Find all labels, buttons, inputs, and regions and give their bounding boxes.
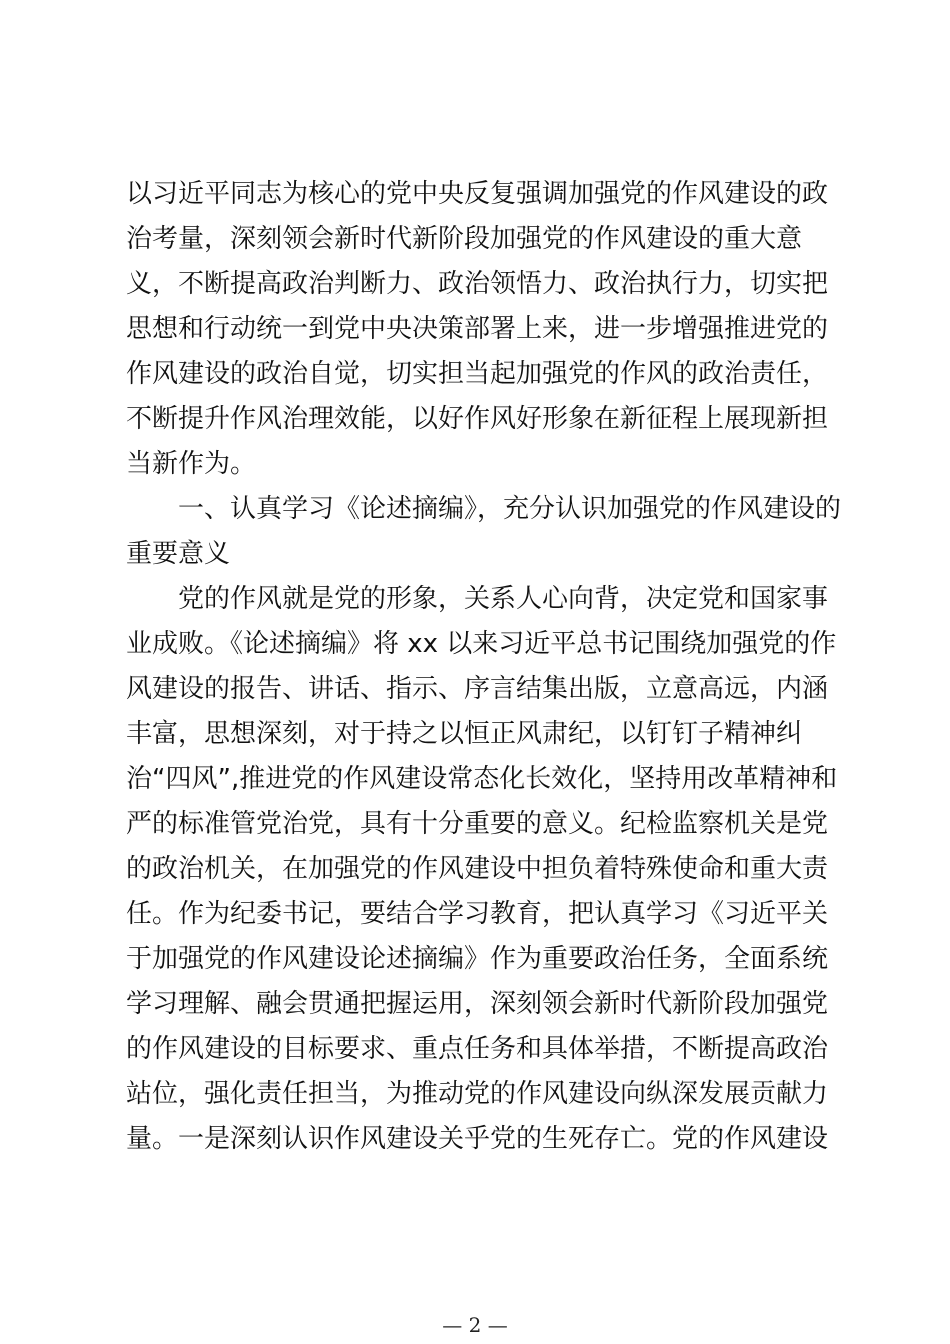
section-heading-line: 一、认真学习《论述摘编》，充分认识加强党的作风建设的: [126, 494, 842, 524]
text-line: 风建设的报告、讲话、指示、序言结集出版，立意高远，内涵: [126, 674, 829, 704]
text-line: 以习近平同志为核心的党中央反复强调加强党的作风建设的政: [126, 179, 829, 209]
text-line: 治“四风”,推进党的作风建设常态化长效化，坚持用改革精神和: [126, 764, 838, 794]
page-number: — 2 —: [442, 1313, 508, 1337]
text-line: 不断提升作风治理效能，以好作风好形象在新征程上展现新担: [126, 404, 829, 434]
text-line: 党的作风就是党的形象，关系人心向背，决定党和国家事: [126, 584, 829, 614]
text-line: 丰富，思想深刻，对于持之以恒正风肃纪，以钉钉子精神纠: [126, 719, 803, 749]
text-line: 严的标准管党治党，具有十分重要的意义。纪检监察机关是党: [126, 809, 829, 839]
text-line: 治考量，深刻领会新时代新阶段加强党的作风建设的重大意: [126, 224, 803, 254]
text-line: 量。一是深刻认识作风建设关乎党的生死存亡。党的作风建设: [126, 1124, 829, 1154]
text-line: 站位，强化责任担当，为推动党的作风建设向纵深发展贡献力: [126, 1079, 829, 1109]
text-line: 作风建设的政治自觉，切实担当起加强党的作风的政治责任，: [126, 359, 829, 389]
text-line: 业成败。《论述摘编》将 xx 以来习近平总书记围绕加强党的作: [126, 629, 837, 659]
text-line: 义，不断提高政治判断力、政治领悟力、政治执行力，切实把: [126, 269, 829, 299]
text-line: 的政治机关，在加强党的作风建设中担负着特殊使命和重大责: [126, 854, 829, 884]
text-line: 于加强党的作风建设论述摘编》作为重要政治任务，全面系统: [126, 944, 829, 974]
text-line: 思想和行动统一到党中央决策部署上来，进一步增强推进党的: [126, 314, 829, 344]
text-line: 任。作为纪委书记，要结合学习教育，把认真学习《习近平关: [126, 899, 829, 929]
text-line: 当新作为。: [126, 449, 257, 479]
section-heading-line: 重要意义: [126, 539, 231, 569]
text-line: 学习理解、融会贯通把握运用，深刻领会新时代新阶段加强党: [126, 989, 829, 1019]
body-text: [126, 172, 842, 1162]
text-line: 的作风建设的目标要求、重点任务和具体举措，不断提高政治: [126, 1034, 829, 1064]
